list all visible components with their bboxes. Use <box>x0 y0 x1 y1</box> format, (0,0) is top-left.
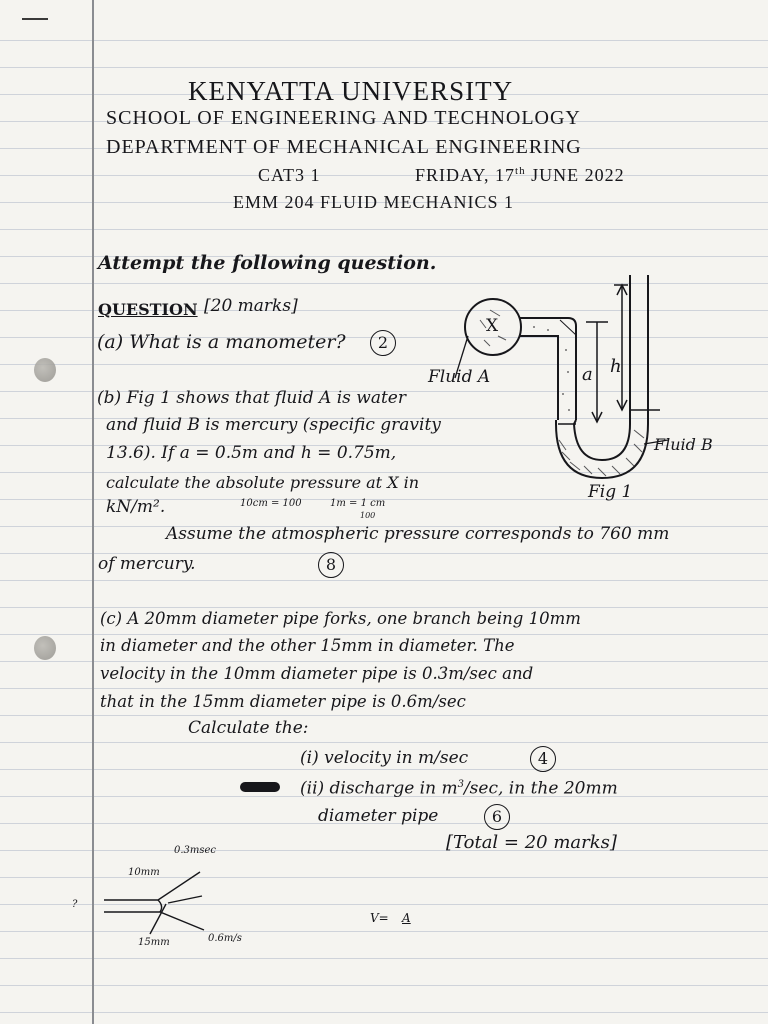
exam-date: FRIDAY, 17th JUNE 2022 <box>415 165 625 185</box>
fluid-a-label: Fluid A <box>428 367 491 387</box>
formula-a: A <box>402 911 411 925</box>
school-line: SCHOOL OF ENGINEERING AND TECHNOLOGY <box>106 107 581 129</box>
part-b-assume: Assume the atmospheric pressure corresponds to 760 mm <box>166 524 670 544</box>
sketch-label: 0.6m/s <box>208 933 242 944</box>
part-a-marks: 2 <box>370 330 396 356</box>
department-line: DEPARTMENT OF MECHANICAL ENGINEERING <box>106 136 582 158</box>
part-c-sub-i: (i) velocity in m/sec <box>300 748 469 768</box>
part-a-question: (a) What is a manometer? <box>97 331 346 353</box>
part-c-line: velocity in the 10mm diameter pipe is 0.3m/sec and <box>100 664 534 683</box>
total-marks: [Total = 20 marks] <box>446 832 617 853</box>
dimension-a-label: a <box>582 364 593 385</box>
scratch-note: 100 <box>360 511 376 520</box>
scratch-note: 10cm = 100 <box>240 498 302 509</box>
cat-label: CAT3 1 <box>258 165 321 185</box>
part-c-line: in diameter and the other 15mm in diameter. The <box>100 636 515 655</box>
figure-caption: Fig 1 <box>588 482 633 502</box>
part-b-line: kN/m². <box>106 497 166 517</box>
course-title: EMM 204 FLUID MECHANICS 1 <box>233 192 515 212</box>
university-title: KENYATTA UNIVERSITY <box>188 76 514 106</box>
part-c-line: that in the 15mm diameter pipe is 0.6m/sec <box>100 692 466 711</box>
part-b-line: (b) Fig 1 shows that fluid A is water <box>97 388 406 408</box>
sketch-label: 0.3msec <box>174 845 217 856</box>
fluid-b-label: Fluid B <box>654 435 713 454</box>
part-b-assume-cont: of mercury. <box>98 554 196 574</box>
part-b-line: 13.6). If a = 0.5m and h = 0.75m, <box>106 443 397 463</box>
part-b-line: and fluid B is mercury (specific gravity <box>106 415 441 435</box>
part-c-sub-ii-cont: diameter pipe <box>318 806 439 826</box>
part-c-line: (c) A 20mm diameter pipe forks, one branch being 10mm <box>100 609 581 628</box>
sketch-label: 10mm <box>128 867 160 878</box>
part-c-sub-ii: (ii) discharge in $m^3/\sec$, in the 20mm <box>300 778 618 799</box>
question-label: QUESTION <box>98 300 198 319</box>
part-c-calculate: Calculate the: <box>188 718 309 738</box>
part-b-line: calculate the absolute pressure at X in <box>106 473 420 492</box>
scratch-note: 1m = 1 cm <box>330 498 386 509</box>
sketch-label: ? <box>72 899 78 910</box>
part-b-marks: 8 <box>318 552 344 578</box>
point-x-label: X <box>486 316 499 336</box>
instruction: Attempt the following question. <box>98 252 437 274</box>
formula-v: V= <box>370 911 389 925</box>
sketch-label: 15mm <box>138 937 170 948</box>
part-c-sub-i-marks: 4 <box>530 746 556 772</box>
dimension-h-label: h <box>610 356 622 377</box>
part-c-sub-ii-marks: 6 <box>484 804 510 830</box>
question-marks: [20 marks] <box>204 296 298 316</box>
